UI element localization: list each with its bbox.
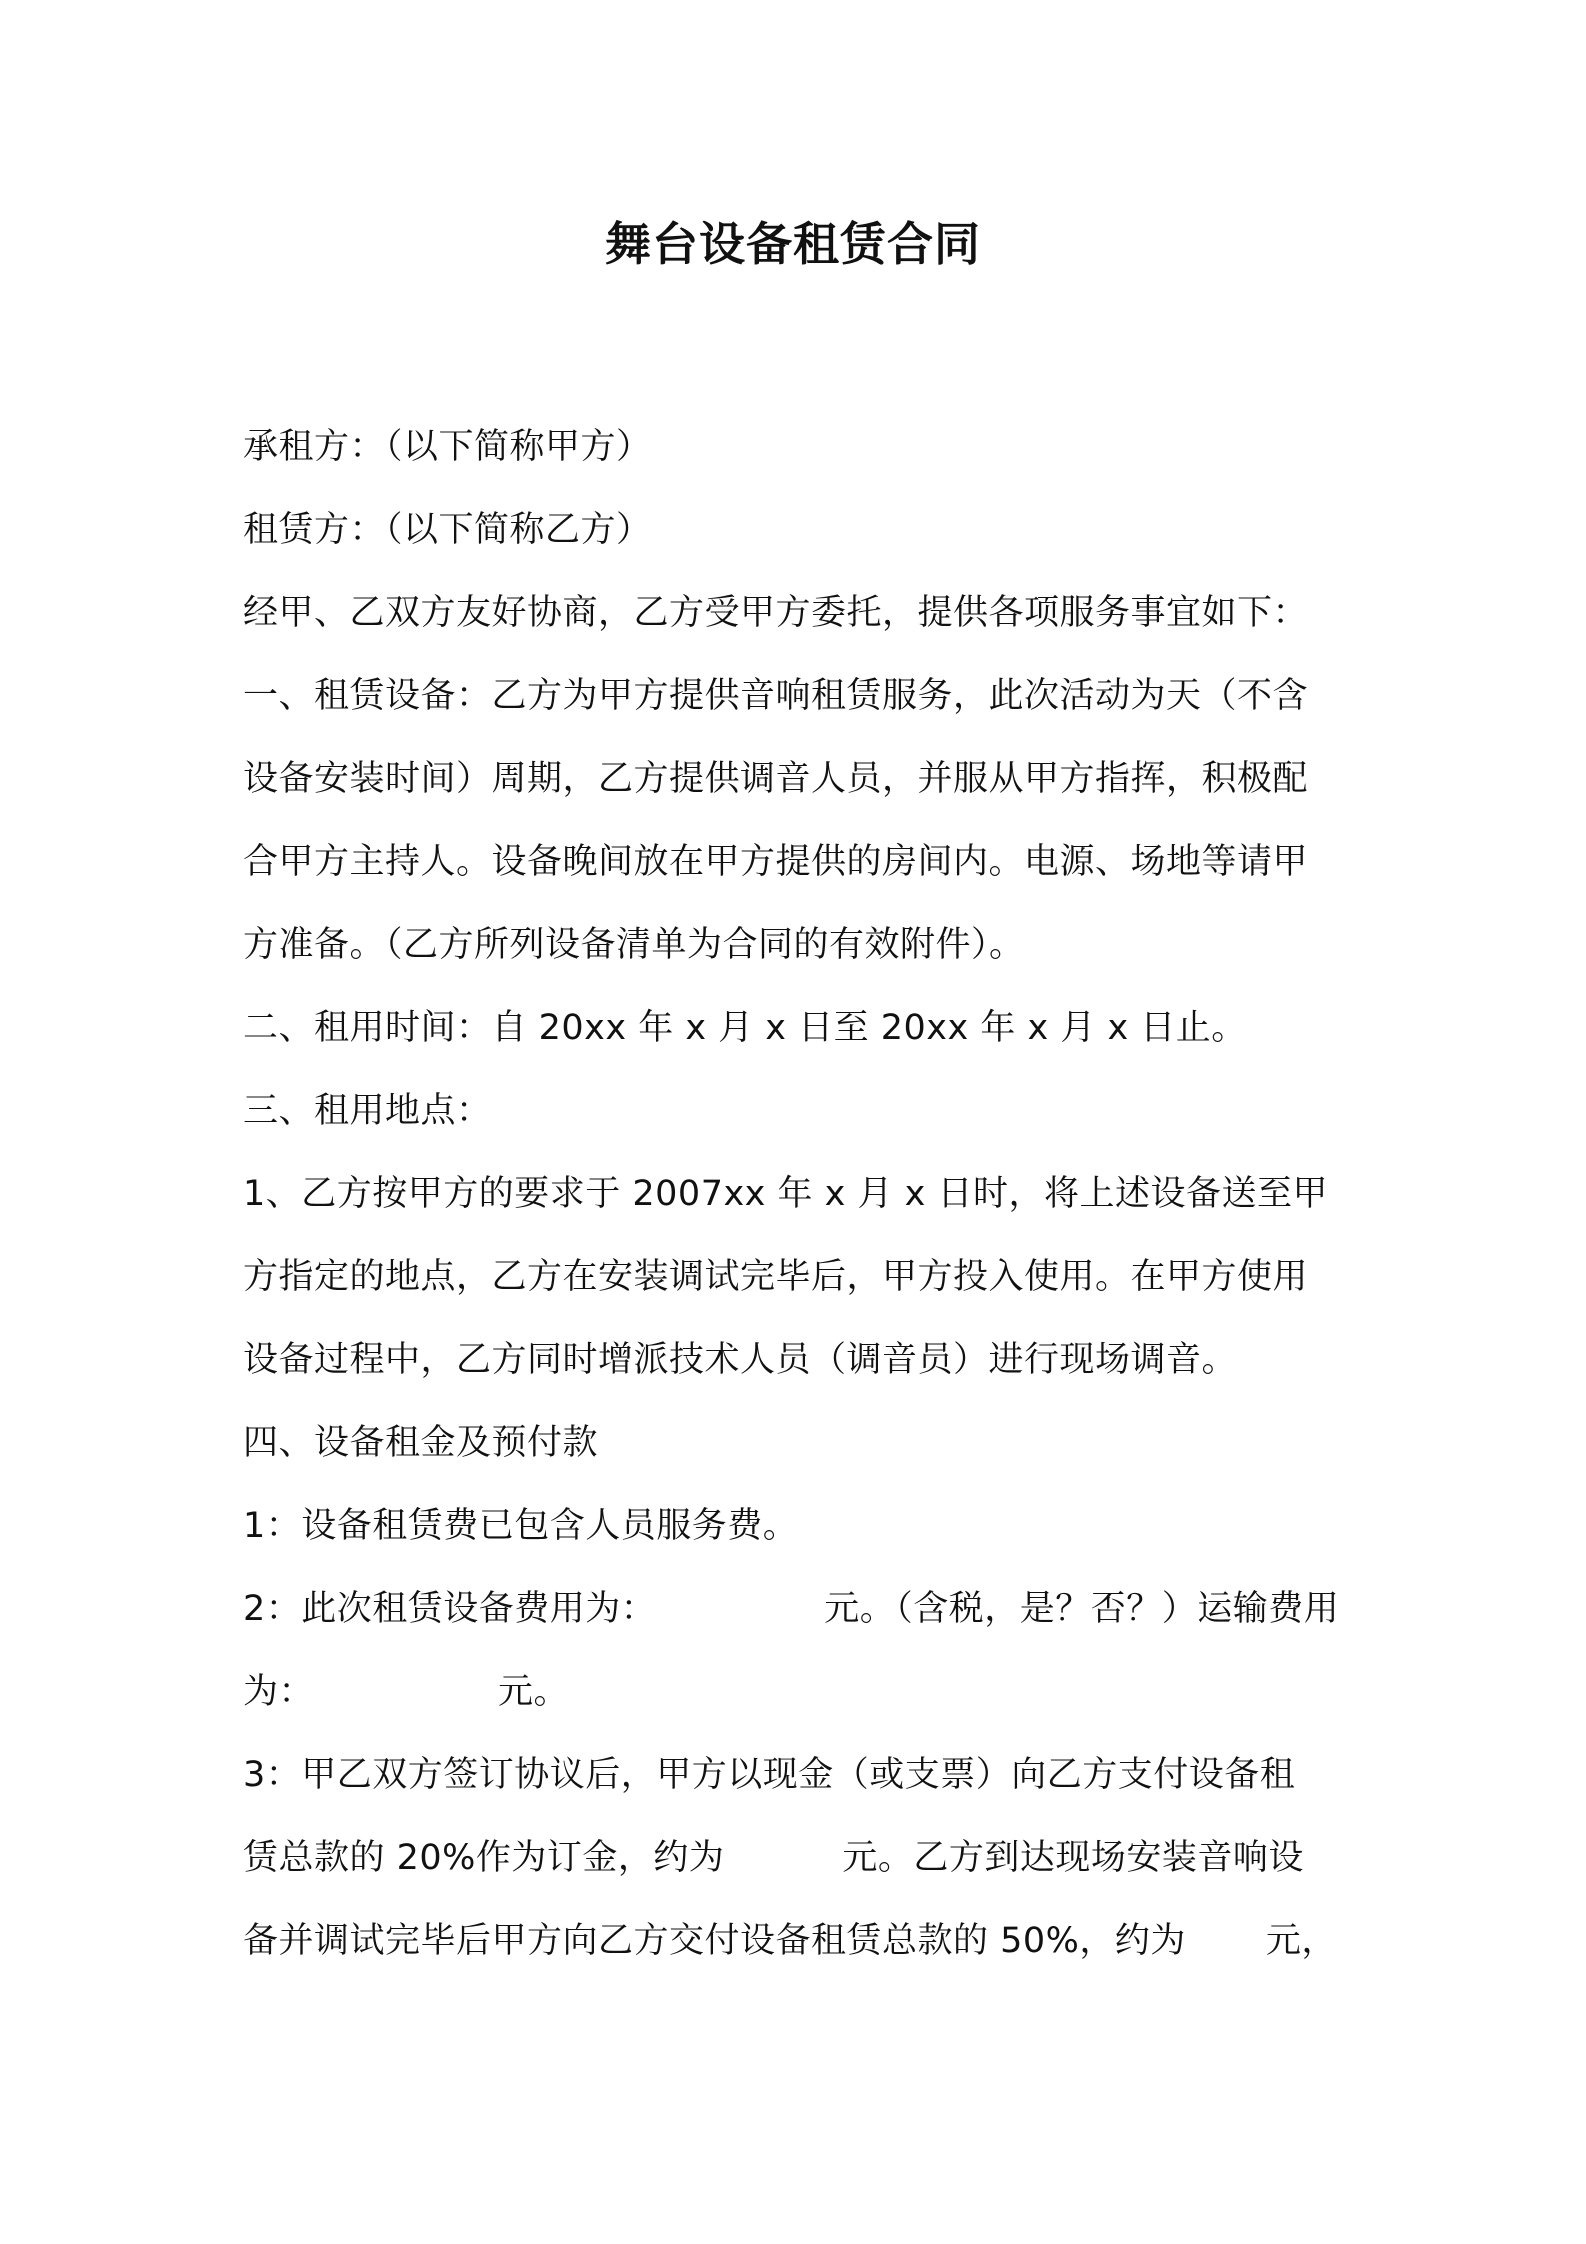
clause-1-line-4: 方准备。（乙方所列设备清单为合同的有效附件）。 <box>243 925 1025 965</box>
clause-4-item-3-line-1: 3：甲乙双方签订协议后，甲方以现金（或支票）向乙方支付设备租 <box>243 1755 1296 1795</box>
clause-4-item-3-line-2 <box>243 1817 1361 1900</box>
document-title: 舞台设备租赁合同 <box>605 217 981 271</box>
party-b-line: 租赁方：（以下简称乙方） <box>243 510 652 550</box>
clause-4-item-1: 1：设备租赁费已包含人员服务费。 <box>243 1506 799 1546</box>
clause-1-line-1: 一、租赁设备：乙方为甲方提供音响租赁服务，此次活动为天（不含 <box>243 676 1309 716</box>
balance-suffix: 元， <box>1265 1921 1337 1961</box>
clause-4-item-3-line-3 <box>243 1900 1361 1983</box>
clause-1-line-2: 设备安装时间）周期，乙方提供调音人员，并服从甲方指挥，积极配 <box>243 759 1309 799</box>
clause-3-item-1-line-2: 方指定的地点，乙方在安装调试完毕后，甲方投入使用。在甲方使用 <box>243 1257 1309 1297</box>
balance-prefix: 备并调试完毕后甲方向乙方交付设备租赁总款的 50%，约为 <box>243 1921 1186 1961</box>
clause-3-heading: 三、租用地点： <box>243 1091 492 1131</box>
party-a-line: 承租方：（以下简称甲方） <box>243 427 652 467</box>
transport-suffix: 元。 <box>498 1672 570 1712</box>
fee-prefix: 2：此次租赁设备费用为： <box>243 1589 657 1629</box>
clause-3-item-1-line-1: 1、乙方按甲方的要求于 2007xx 年 x 月 x 日时，将上述设备送至甲 <box>243 1174 1328 1214</box>
clause-4-item-2-line-1 <box>243 1568 1361 1651</box>
clause-4-item-2-line-2 <box>243 1651 1361 1734</box>
clause-3-item-1-line-3: 设备过程中，乙方同时增派技术人员（调音员）进行现场调音。 <box>243 1340 1238 1380</box>
deposit-suffix: 元。乙方到达现场安装音响设 <box>842 1838 1304 1878</box>
clause-4-heading: 四、设备租金及预付款 <box>243 1423 599 1463</box>
contract-body <box>243 406 1361 1983</box>
transport-prefix: 为： <box>243 1672 315 1712</box>
clause-1-line-3: 合甲方主持人。设备晚间放在甲方提供的房间内。电源、场地等请甲 <box>243 842 1309 882</box>
fee-suffix: 元。（含税，是？否？）运输费用 <box>824 1589 1340 1629</box>
agreement-intro: 经甲、乙双方友好协商，乙方受甲方委托，提供各项服务事宜如下： <box>243 593 1309 633</box>
clause-2-rental-period: 二、租用时间：自 20xx 年 x 月 x 日至 20xx 年 x 月 x 日止。 <box>243 1008 1247 1048</box>
deposit-prefix: 赁总款的 20%作为订金，约为 <box>243 1838 725 1878</box>
